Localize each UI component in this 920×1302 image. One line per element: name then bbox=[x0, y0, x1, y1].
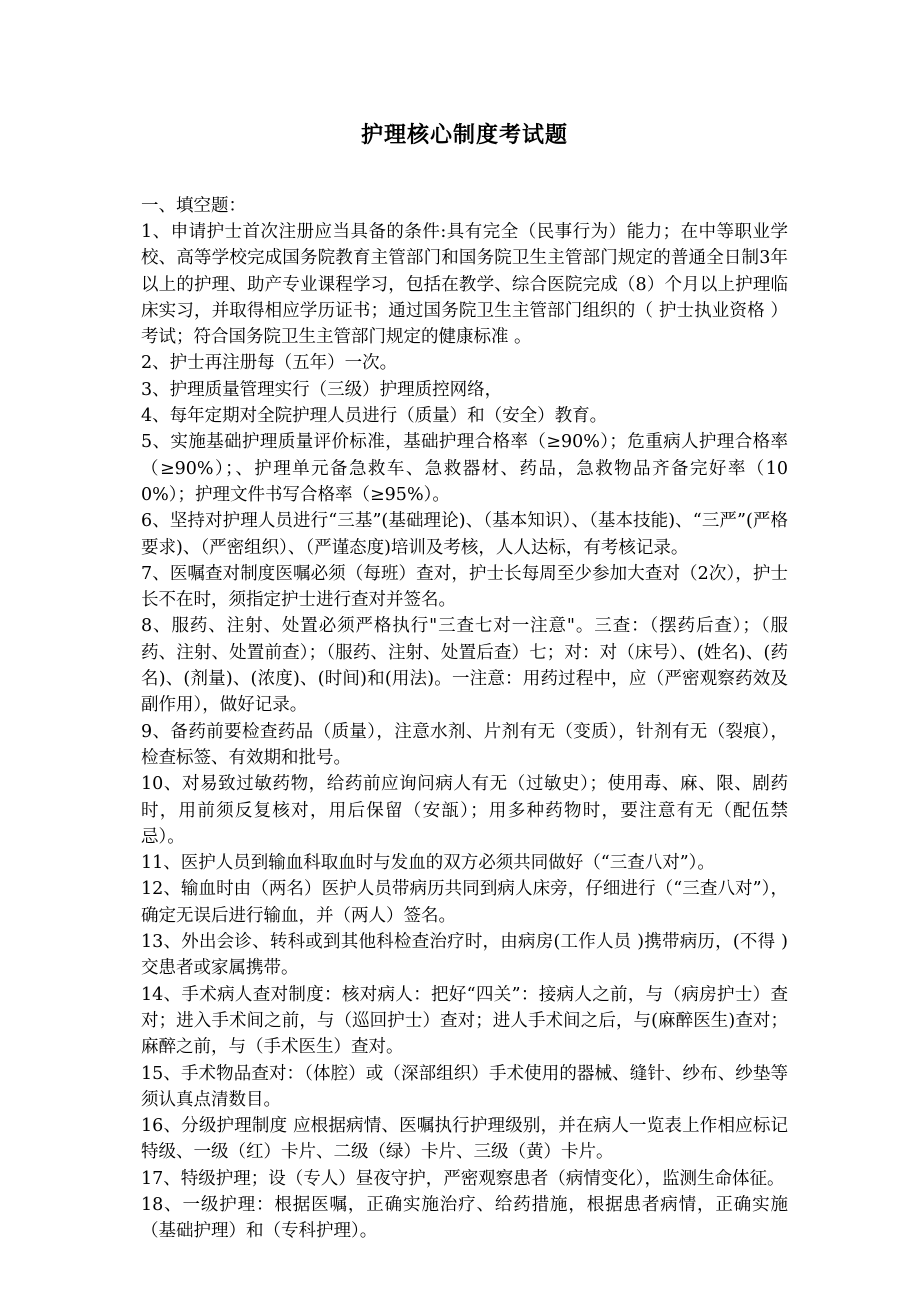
question-item-7: 7、医嘱查对制度医嘱必须（每班）查对，护士长每周至少参加大查对（2次），护士长不在时，须指定护士进行查对并签名。 bbox=[141, 563, 788, 611]
question-item-13: 13、外出会诊、转科或到其他科检查治疗时，由病房(工作人员 )携带病历，(不得 )交患者或家属携带。 bbox=[141, 932, 788, 979]
question-item-6: 6、坚持对护理人员进行“三基”(基础理论)、（基本知识）、（基本技能)、“三严”(严格要求)、（严密组织）、（严谨态度)培训及考核，人人达标，有考核记录。 bbox=[141, 511, 788, 558]
question-item-3: 3、护理质量管理实行（三级）护理质控网络， bbox=[141, 379, 503, 400]
question-item-5: 5、实施基础护理质量评价标准，基础护理合格率（≥90%）；危重病人护理合格率（≥90%）；、护理单元备急救车、急救器材、药品，急救物品齐备完好率（100%）；护理文件书写合格率（≥95%）。 bbox=[141, 432, 788, 505]
question-item-9: 9、备药前要检查药品（质量），注意水剂、片剂有无（变质），针剂有无（裂痕），检查标签、有效期和批号。 bbox=[141, 721, 788, 768]
question-item-15: 15、手术物品查对：（体腔）或（深部组织）手术使用的器械、缝针、纱布、纱垫等须认真点清数目。 bbox=[141, 1063, 788, 1110]
question-item-14: 14、手术病人查对制度：核对病人：把好“四关”：接病人之前，与（病房护士）查对；进入手术间之前，与（巡回护士）查对；进人手术间之后，与(麻醉医生)查对；麻醉之前，与（手术医生）查对。 bbox=[141, 984, 788, 1058]
question-item-16: 16、分级护理制度 应根据病情、医嘱执行护理级别，并在病人一览表上作相应标记特级、一级（红）卡片、二级（绿）卡片、三级（黄）卡片。 bbox=[141, 1116, 788, 1163]
document-title: 护理核心制度考试题 bbox=[360, 122, 568, 148]
question-item-18: 18、一级护理：根据医嘱，正确实施治疗、给药措施，根据患者病情，正确实施（基础护理）和（专科护理）。 bbox=[141, 1194, 788, 1242]
question-item-2: 2、护士再注册每（五年）一次。 bbox=[141, 353, 398, 374]
section-heading: 一、填空题： bbox=[141, 196, 246, 216]
question-item-8: 8、服药、注射、处置必须严格执行"三查七对一注意"。三查：（摆药后查）；（服药、注射、处置前查）；（服药、注射、处置后查）七；对：对（床号）、(姓名)、(药名)、(剂量)、(浓度)、(时间)和(用法)。一注意：用药过程中，应（严密观察药效及副作用），做好记录。 bbox=[141, 616, 788, 716]
question-item-11: 11、医护人员到输血科取血时与发血的双方必须共同做好（“三查八对”）。 bbox=[141, 853, 715, 874]
question-item-12: 12、输血时由（两名）医护人员带病历共同到病人床旁，仔细进行（“三查八对”），确定无误后进行输血，并（两人）签名。 bbox=[141, 879, 788, 926]
question-item-17: 17、特级护理；设（专人）昼夜守护，严密观察患者（病情变化），监测生命体征。 bbox=[141, 1168, 785, 1189]
question-item-1: 1、申请护士首次注册应当具备的条件:具有完全（民事行为）能力；在中等职业学校、高等学校完成国务院教育主管部门和国务院卫生主管部门规定的普通全日制3年以上的护理、助产专业课程学习，包括在教学、综合医院完成（8）个月以上护理临床实习，并取得相应学历证书；通过国务院卫生主管部门组织的（ 护士执业资格 ）考试；符合国务院卫生主管部门规定的健康标准 。 bbox=[141, 222, 788, 348]
question-item-10: 10、对易致过敏药物，给药前应询问病人有无（过敏史）；使用毒、麻、限、剧药时，用前须反复核对，用后保留（安瓿）；用多种药物时，要注意有无（配伍禁忌）。 bbox=[141, 774, 788, 847]
question-item-4: 4、每年定期对全院护理人员进行（质量）和（安全）教育。 bbox=[141, 406, 608, 427]
